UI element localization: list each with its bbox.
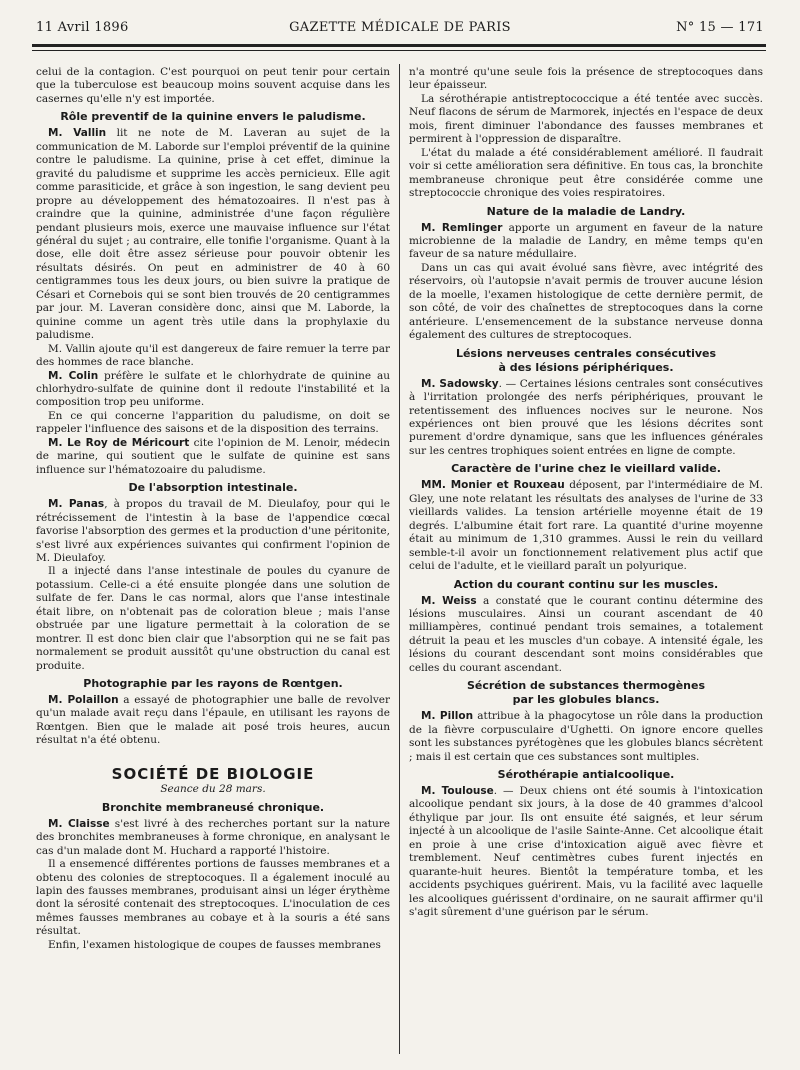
paragraph-text: L'état du malade a été considérablement amélioré. Il faudrait voir si cette amélioration sera définitive. En tous cas, la bronchite membraneuse chronique peut être considérée comme une streptococcie chronique des voies respiratoires.	[409, 146, 763, 200]
speaker-name: M. Le Roy de Méricourt	[48, 436, 190, 449]
paragraph	[36, 437, 390, 477]
paragraph	[409, 147, 763, 201]
session-date: Seance du 28 mars.	[160, 783, 266, 796]
right-column	[409, 66, 763, 1056]
paragraph	[409, 262, 763, 343]
paragraph-text: a constaté que le courant continu détermine des lésions musculaires. Ainsi un courant ascendant de 40 milliampères, continué pendant trois semaines, a totalement détruit la peau et les muscles d'un cobaye. A intensité égale, les lésions du courant descendant sont moins considérables que celles du courant ascendant.	[409, 594, 763, 674]
speaker-name: M. Weiss	[421, 594, 477, 607]
section-heading: Sécrétion de substances thermogènes par les globules blancs.	[466, 679, 706, 707]
speaker-name: M. Sadowsky	[421, 377, 499, 390]
paragraph-text: lit ne note de M. Laveran au sujet de la communication de M. Laborde sur l'emploi préventif de la quinine contre le paludisme. La quinine, prise à cet effet, diminue la gravité du paludisme et supprime les accès pernicieux. Elle agit comme parasiticide, et grâce à son ingestion, le sang devient peu propre au développement des hématozoaires. Il n'est pas à craindre que la quinine, administrée d'une façon régulière pendant plusieurs mois, exerce une mauvaise influence sur l'état général du sujet ; au contraire, elle tonifie l'organisme. Quant à la dose, elle doit être assez sérieuse pour pouvoir obtenir les résultats désirés. On peut en administrer de 40 à 60 centigrammes tous les deux jours, ou bien suivre la pratique de Césari et Cornebois qui se sont bien trouvés de 20 centigrammes par jour. M. Laveran considère donc, ainsi que M. Laborde, la quinine comme un agent très utile dans la prophylaxie du paludisme.	[36, 127, 390, 342]
paragraph	[409, 595, 763, 676]
paragraph-text: , à propos du travail de M. Dieulafoy, pour qui le rétrécissement de l'intestin à la base de l'appendice cœcal favorise l'absorption des germes et la production d'une péritonite, s'est livré aux expériences suivantes qui confirment l'opinion de M. Dieulafoy.	[36, 498, 390, 564]
paragraph-text: celui de la contagion. C'est pourquoi on peut tenir pour certain que la tuberculose est beaucoup moins souvent acquise dans les casernes qu'elle n'y est importée.	[36, 66, 390, 105]
section-heading: Action du courant continu sur les muscles.	[453, 577, 719, 591]
paragraph-text: . — Certaines lésions centrales sont consécutives à l'irritation prolongée des nerfs périphériques, prouvant le retentissement des influences nocives sur le neurone. Nos expériences ont bien prouvé que les lésions décrites sont purement d'ordre dynamique, sans que les influences générales sur les centres trophiques soient entrées en ligne de compte.	[409, 377, 763, 457]
paragraph-text: M. Vallin ajoute qu'il est dangereux de faire remuer la terre par des hommes de race blanche.	[36, 342, 390, 369]
paragraph-text: . — Deux chiens ont été soumis à l'intoxication alcoolique pendant six jours, à la dose de 40 grammes d'alcool éthylique par jour. Ils ont ensuite été saignés, et leur sérum injecté à un alcoolique de l'asile Sainte-Anne. Cet alcoolique était en proie à une crise d'intoxication aiguë avec fièvre et tremblement. Neuf centimètres cubes furent injectés en quarante-huit heures. Bientôt la température tomba, et les accidents psychiques guérirent. Mais, vu la facilité avec laquelle les alcooliques guérissent d'ordinaire, on ne saurait affirmer qu'il s'agit sûrement d'une guérison par le sérum.	[409, 785, 763, 919]
paragraph	[409, 479, 763, 573]
paragraph	[409, 93, 763, 147]
section-heading: Nature de la maladie de Landry.	[486, 204, 686, 218]
paragraph	[36, 818, 390, 858]
speaker-name: M. Panas	[48, 498, 105, 511]
paragraph	[36, 858, 390, 939]
paragraph	[409, 710, 763, 764]
paragraph-text: La sérothérapie antistreptococcique a été tentée avec succès. Neuf flacons de sérum de Marmorek, injectés en l'espace de deux mois, firent diminuer l'abondance des fausses membranes et permirent à l'oppression de disparaître.	[409, 92, 763, 146]
speaker-name: M. Claisse	[48, 817, 110, 830]
paragraph	[36, 565, 390, 673]
paragraph	[36, 127, 390, 342]
paragraph-text: a essayé de photographier une balle de revolver qu'un malade avait reçu dans l'épaule, en utilisant les rayons de Rœntgen. Bien que le malade ait posé trois heures, aucun résultat n'a été obtenu.	[36, 694, 390, 747]
paragraph	[36, 66, 390, 106]
section-heading: De l'absorption intestinale.	[128, 481, 298, 495]
paragraph	[36, 694, 390, 748]
speaker-name: M. Colin	[48, 369, 99, 382]
paragraph	[36, 498, 390, 565]
paragraph-text: attribue à la phagocytose un rôle dans la production de la fièvre corpusculaire d'Ughetti. On ignore encore quelles sont les substances pyrétogènes que les globules blancs sécrètent ; mais il est certain que ces substances sont multiples.	[409, 710, 763, 763]
section-heading: Rôle preventif de la quinine envers le paludisme.	[60, 110, 366, 124]
paragraph	[409, 785, 763, 920]
issue-date: 11 Avril 1896	[36, 20, 129, 35]
section-heading: Sérothérapie antialcoolique.	[497, 768, 675, 782]
paragraph	[36, 370, 390, 410]
paragraph-text: Enfin, l'examen histologique de coupes de fausses membranes	[48, 938, 381, 951]
paragraph	[409, 66, 763, 93]
paragraph-text: déposent, par l'intermédiaire de M. Gley, une note relatant les résultats des analyses de l'urine de 33 vieillards valides. La tension artérielle moyenne était de 19 degrés. L'albumine était fort rare. La quantité d'urine moyenne était au minimum de 1,310 grammes. Aussi le rein du veillard semble-t-il avoir un fonctionnement relativement plus actif que celui de l'adulte, et le vieillard paraît un polyurique.	[409, 479, 763, 573]
column-divider	[399, 64, 400, 1054]
paragraph-text: apporte un argument en faveur de la nature microbienne de la maladie de Landry, en même temps qu'en faveur de sa nature médullaire.	[409, 221, 763, 261]
header-rule-thick	[32, 44, 766, 47]
page-header	[36, 20, 764, 38]
paragraph-text: préfère le sulfate et le chlorhydrate de quinine au chlorhydro-sulfate de quinine dont il redoute l'instabilité et la composition trop peu uniforme.	[36, 369, 390, 409]
paragraph-text: Dans un cas qui avait évolué sans fièvre, avec intégrité des réservoirs, où l'autopsie n'avait permis de trouver aucune lésion de la moelle, l'examen histologique de cette dernière permit, de son côté, de voir des chaînettes de streptocoques dans la corne antérieure. L'ensemencement de la substance nerveuse donna également des cultures de streptocoques.	[409, 261, 763, 342]
paragraph	[36, 343, 390, 370]
society-title: SOCIÉTÉ DE BIOLOGIE	[111, 764, 315, 783]
header-rule-thin	[32, 50, 766, 51]
speaker-name: M. Vallin	[48, 127, 107, 140]
speaker-name: M. Polaillon	[48, 694, 119, 707]
section-heading: Caractère de l'urine chez le vieillard valide.	[451, 462, 721, 476]
left-column	[36, 66, 390, 1056]
speaker-name: MM. Monier et Rouxeau	[421, 479, 565, 492]
paragraph-text: cite l'opinion de M. Lenoir, médecin de marine, qui soutient que le sulfate de quinine est sans influence sur l'hématozoaire du paludisme.	[36, 436, 390, 476]
paragraph-text: Il a ensemencé différentes portions de fausses membranes et a obtenu des colonies de streptocoques. Il a également inoculé au lapin des fausses membranes, produisant ainsi un léger érythème dont la sérosité contenait des streptocoques. L'inoculation de ces mêmes fausses membranes au cobaye et à la souris a été sans résultat.	[36, 858, 390, 938]
paragraph	[409, 378, 763, 459]
paragraph	[36, 410, 390, 437]
section-heading: Photographie par les rayons de Rœntgen.	[83, 677, 343, 691]
speaker-name: M. Toulouse	[421, 785, 494, 798]
page-number: N° 15 — 171	[676, 20, 764, 35]
paragraph-text: s'est livré à des recherches portant sur la nature des bronchites membraneuses à forme chronique, en analysant le cas d'un malade dont M. Huchard a rapporté l'histoire.	[36, 817, 390, 857]
paragraph-text: Il a injecté dans l'anse intestinale de poules du cyanure de potassium. Celle-ci a été ensuite plongée dans une solution de sulfate de fer. Dans le cas normal, alors que l'anse intestinale était libre, on n'obtenait pas de coloration bleue ; mais l'anse obstruée par une ligature permettait à la coloration de se montrer. Il est donc bien clair que l'absorption qui ne se fait pas normalement se produit aussitôt qu'une obstruction du canal est produite.	[36, 565, 390, 672]
paragraph	[36, 939, 390, 952]
paragraph	[409, 222, 763, 262]
section-heading: Bronchite membraneusé chronique.	[101, 800, 325, 814]
section-heading: Lésions nerveuses centrales consécutives à des lésions périphériques.	[455, 346, 717, 374]
paragraph-text: En ce qui concerne l'apparition du paludisme, on doit se rappeler l'influence des saisons et de la disposition des terrains.	[36, 409, 390, 436]
journal-title: GAZETTE MÉDICALE DE PARIS	[289, 20, 511, 35]
speaker-name: M. Pillon	[421, 710, 474, 723]
paragraph-text: n'a montré qu'une seule fois la présence de streptocoques dans leur épaisseur.	[409, 66, 763, 92]
speaker-name: M. Remlinger	[421, 221, 503, 234]
